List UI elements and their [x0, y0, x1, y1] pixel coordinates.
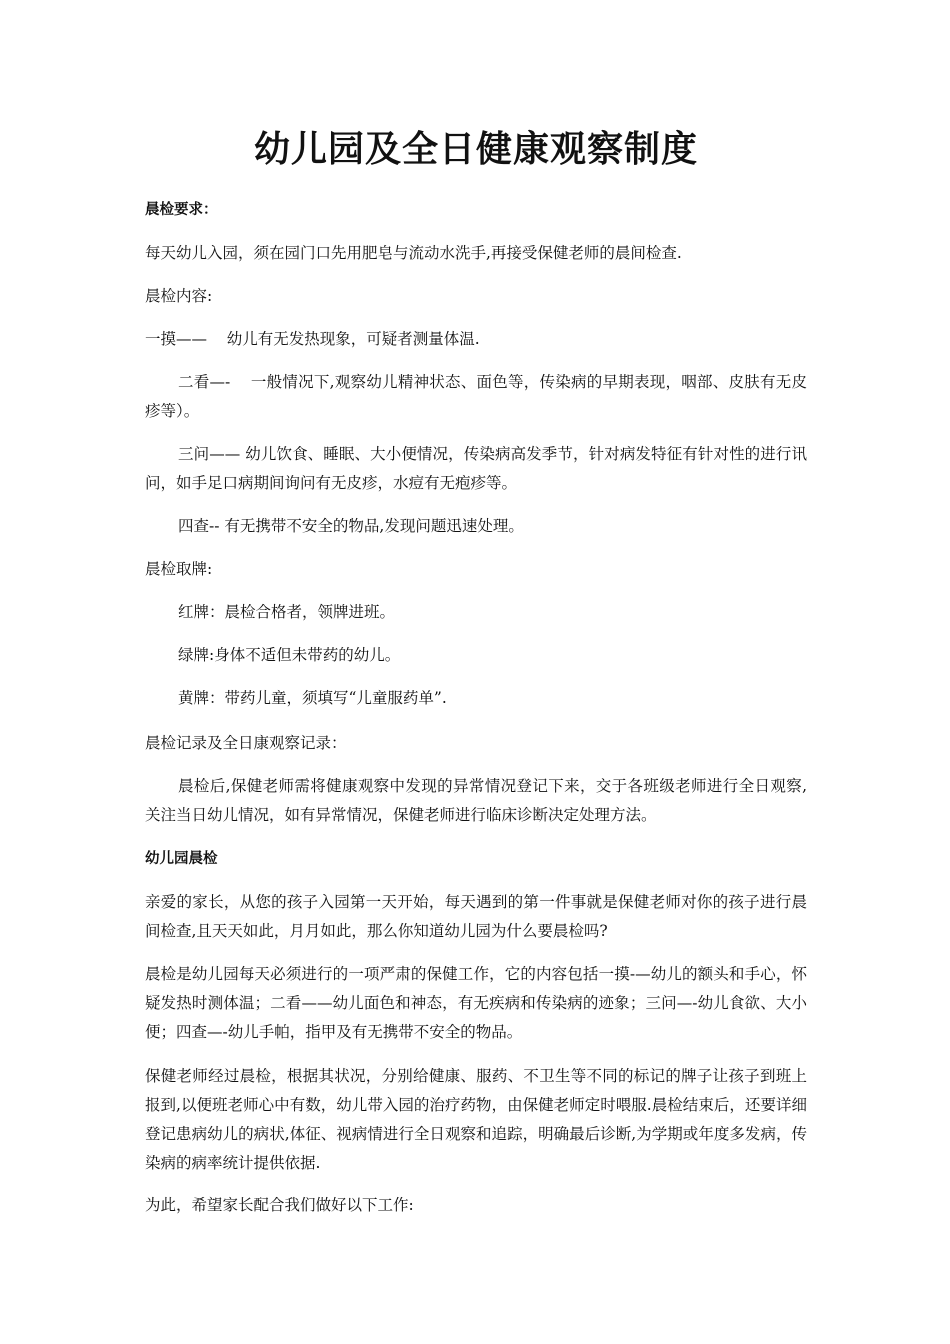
paragraph-records: 晨检后,保健老师需将健康观察中发现的异常情况登记下来，交于各班级老师进行全日观察,关注当日幼儿情况，如有异常情况，保健老师进行临床诊断决定处理方法。	[145, 777, 807, 824]
paragraph-teacher: 保健老师经过晨检，根据其状况，分别给健康、服药、不卫生等不同的标记的牌子让孩子到班上报到,以便班老师心中有数，幼儿带入园的治疗药物，由保健老师定时喂服.晨检结束后，还要详细登记患病幼儿的病状,体征、视病情进行全日观察和追踪，明确最后诊断,为学期或年度多发病，传染病的病率统计提供依据.	[145, 1067, 807, 1172]
card-green: 绿牌:身体不适但未带药的幼儿。	[178, 646, 401, 664]
card-yellow: 黄牌：带药儿童，须填写“儿童服药单”.	[178, 689, 447, 707]
heading-check-content: 晨检内容:	[145, 287, 213, 305]
item-look: 二看—- 一般情况下,观察幼儿精神状态、面色等，传染病的早期表现，咽部、皮肤有无皮疹等）。	[145, 373, 807, 420]
item-check: 四查-- 有无携带不安全的物品,发现问题迅速处理。	[178, 517, 524, 535]
paragraph-parents: 亲爱的家长，从您的孩子入园第一天开始，每天遇到的第一件事就是保健老师对你的孩子进行晨间检查,且天天如此，月月如此，那么你知道幼儿园为什么要晨检吗?	[145, 893, 807, 940]
card-red: 红牌：晨检合格者，领牌进班。	[178, 603, 396, 621]
item-touch: 一摸—— 幼儿有无发热现象，可疑者测量体温.	[145, 330, 480, 348]
item-ask: 三问—— 幼儿饮食、睡眠、大小便情况，传染病高发季节，针对病发特征有针对性的进行讯问，如手足口病期间询问有无皮疹，水痘有无疱疹等。	[145, 445, 807, 492]
paragraph-daily-check: 晨检是幼儿园每天必须进行的一项严肃的保健工作，它的内容包括一摸-—幼儿的额头和手心，怀疑发热时测体温；二看——幼儿面色和神态，有无疾病和传染病的迹象；三问—-幼儿食欲、大小便；四查—-幼儿手帕，指甲及有无携带不安全的物品。	[145, 965, 807, 1041]
heading-cards: 晨检取牌:	[145, 560, 213, 578]
paragraph-entry: 每天幼儿入园，须在园门口先用肥皂与流动水洗手,再接受保健老师的晨间检查.	[145, 244, 682, 262]
page-title: 幼儿园及全日健康观察制度	[253, 129, 698, 170]
heading-check-requirements: 晨检要求：	[145, 202, 218, 218]
heading-kindergarten-check: 幼儿园晨检	[145, 851, 218, 867]
paragraph-cooperate: 为此，希望家长配合我们做好以下工作:	[145, 1196, 414, 1214]
heading-records: 晨检记录及全日康观察记录：	[145, 734, 347, 752]
